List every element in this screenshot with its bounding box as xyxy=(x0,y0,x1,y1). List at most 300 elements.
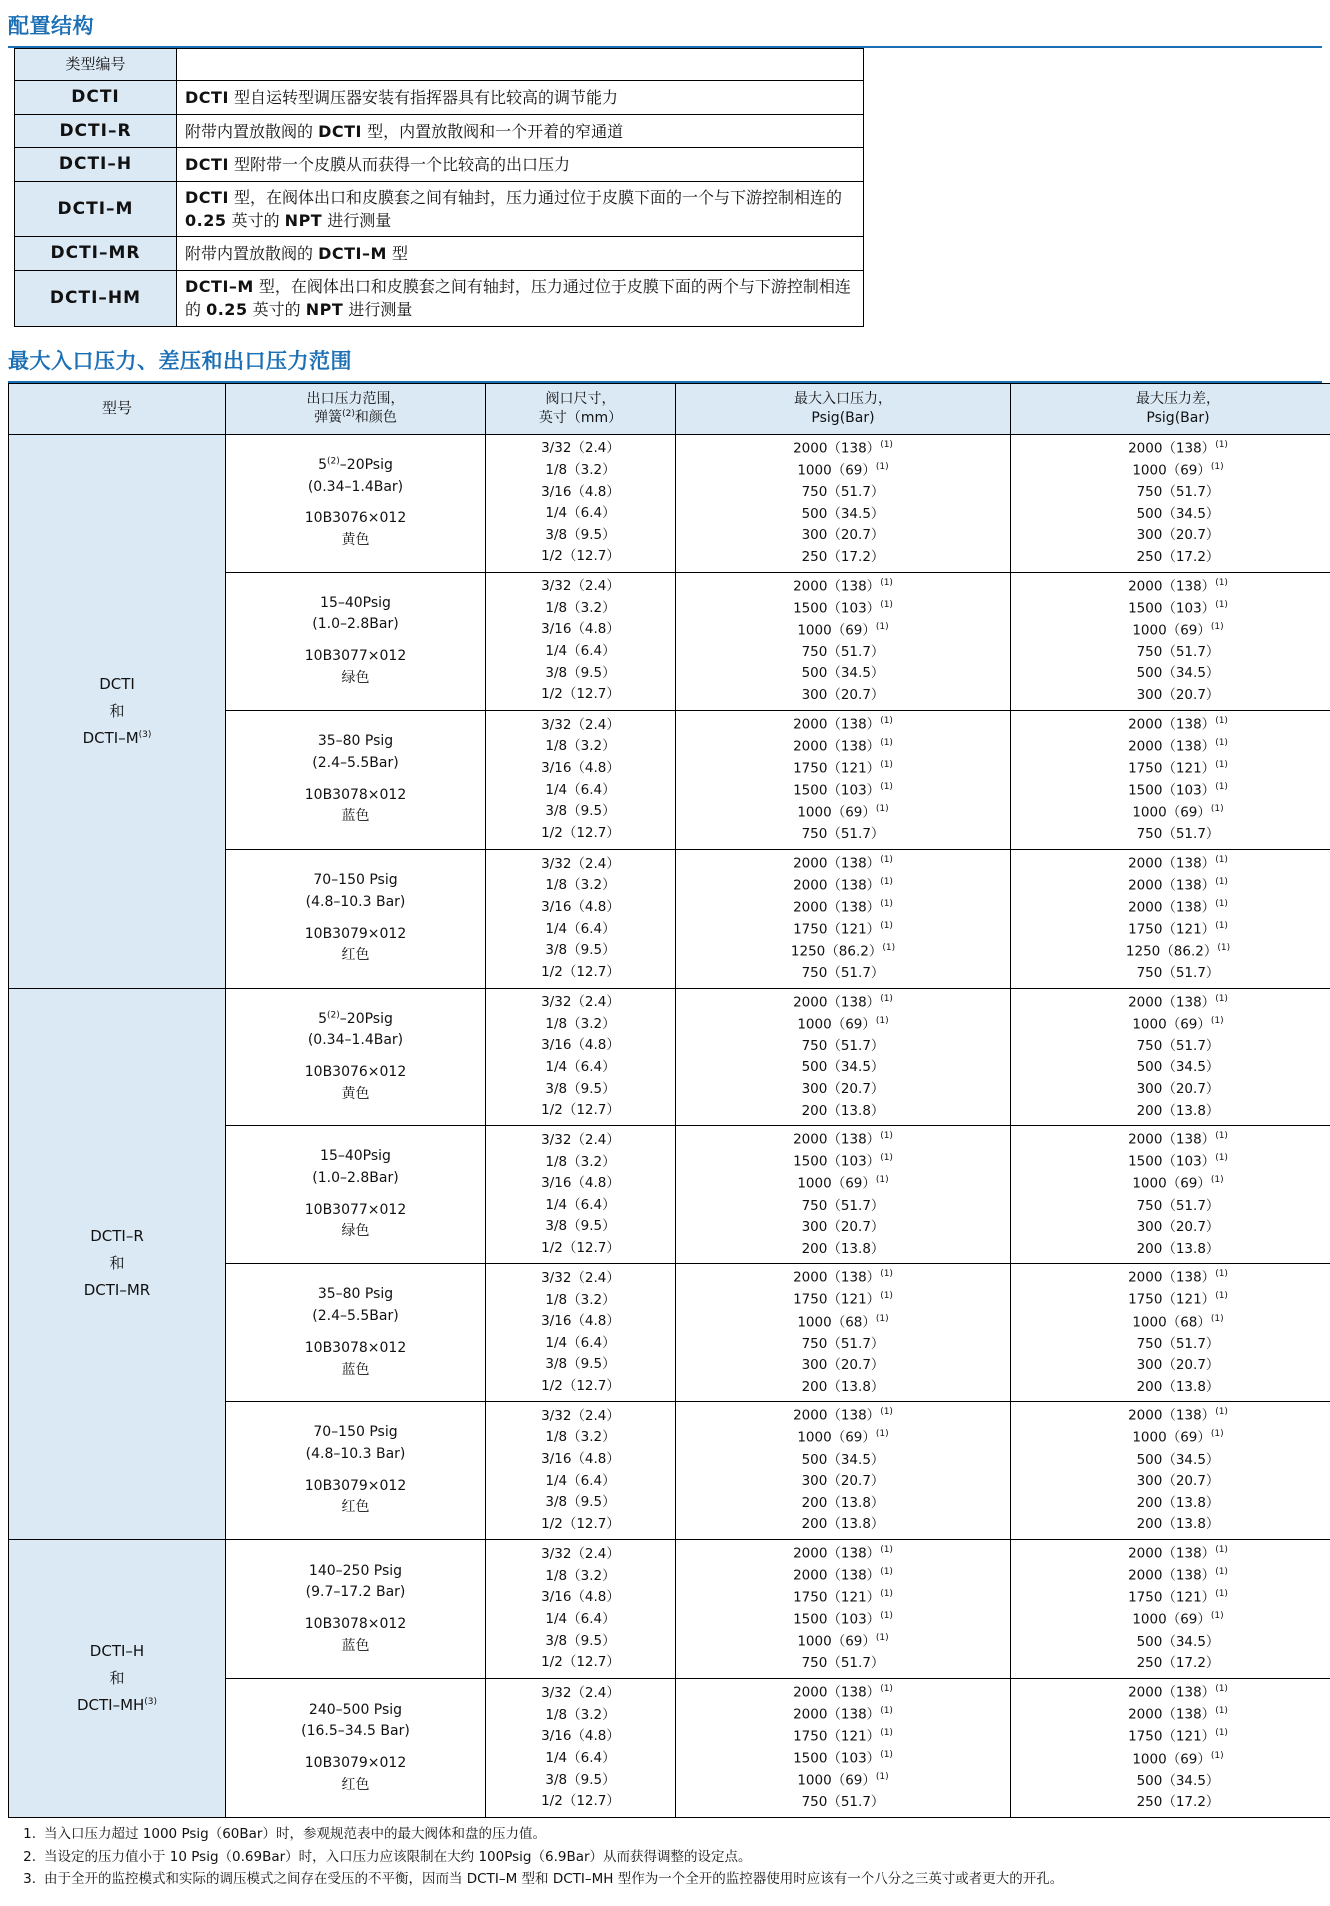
max-inlet-cell xyxy=(676,1264,1011,1402)
max-diff-value: 500（34.5） xyxy=(1015,1057,1330,1079)
max-inlet-value: 750（51.7） xyxy=(680,642,1006,664)
port-size-value: 1/4（6.4） xyxy=(490,780,671,802)
spring-part-number: 10B3076×012 xyxy=(230,508,481,530)
max-diff-value: $2000(138)^{(1)}$ xyxy=(1015,1543,1330,1565)
port-size-value: 3/8（9.5） xyxy=(490,1631,671,1653)
port-size-cell xyxy=(486,710,676,849)
table-row xyxy=(9,434,1330,572)
max-diff-value: $1000(69)^{(1)}$ xyxy=(1015,802,1330,824)
port-size-value: 3/16（4.8） xyxy=(490,1311,671,1333)
config-row-desc: DCTI 型附带一个皮膜从而获得一个比较高的出口压力 xyxy=(177,148,864,182)
outlet-range-line2: (2.4–5.5Bar) xyxy=(230,753,481,775)
port-size-value: 3/8（9.5） xyxy=(490,940,671,962)
max-inlet-value: $2000(138)^{(1)}$ xyxy=(680,992,1006,1014)
max-diff-value: 500（34.5） xyxy=(1015,1771,1330,1793)
max-diff-value: $2000(138)^{(1)}$ xyxy=(1015,736,1330,758)
footnote-number: 1. xyxy=(14,1824,44,1846)
outlet-range-line2: (0.34–1.4Bar) xyxy=(230,1030,481,1052)
model-line: DCTI xyxy=(9,671,225,698)
max-inlet-value: $2000(138)^{(1)}$ xyxy=(680,1129,1006,1151)
max-inlet-value: $1500(103)^{(1)}$ xyxy=(680,598,1006,620)
config-header-row xyxy=(15,49,864,81)
max-diff-cell xyxy=(1011,1264,1330,1402)
max-diff-value: $2000(138)^{(1)}$ xyxy=(1015,1704,1330,1726)
max-inlet-value: $1750(121)^{(1)}$ xyxy=(680,1726,1006,1748)
port-size-value: 3/8（9.5） xyxy=(490,1354,671,1376)
config-row-type: DCTI xyxy=(15,81,177,115)
config-row xyxy=(15,114,864,148)
spring-part-number: 10B3079×012 xyxy=(230,1476,481,1498)
max-inlet-value: $1000(68)^{(1)}$ xyxy=(680,1312,1006,1334)
spring-range-cell xyxy=(226,988,486,1126)
max-inlet-value: 300（20.7） xyxy=(680,1217,1006,1239)
max-diff-value: $1500(103)^{(1)}$ xyxy=(1015,598,1330,620)
port-size-value: 3/16（4.8） xyxy=(490,1726,671,1748)
max-diff-value: $1500(103)^{(1)}$ xyxy=(1015,1151,1330,1173)
config-row-desc: 附带内置放散阀的 DCTI–M 型 xyxy=(177,237,864,271)
max-diff-value: $2000(138)^{(1)}$ xyxy=(1015,897,1330,919)
spring-color: 蓝色 xyxy=(230,1636,481,1658)
spring-part-number: 10B3078×012 xyxy=(230,785,481,807)
port-size-value: 3/8（9.5） xyxy=(490,1492,671,1514)
port-size-value: 3/32（2.4） xyxy=(490,854,671,876)
spring-range-cell xyxy=(226,710,486,849)
max-diff-value: 250（17.2） xyxy=(1015,1792,1330,1814)
pressure-ranges-thead xyxy=(9,383,1330,434)
max-diff-value: 500（34.5） xyxy=(1015,504,1330,526)
max-diff-value: $2000(138)^{(1)}$ xyxy=(1015,1405,1330,1427)
port-size-value: 1/8（3.2） xyxy=(490,1427,671,1449)
table-header-row xyxy=(9,383,1330,434)
config-row-type: DCTI–MR xyxy=(15,237,177,271)
max-inlet-value: 300（20.7） xyxy=(680,1079,1006,1101)
config-header-desc xyxy=(177,49,864,81)
spring-color: 红色 xyxy=(230,945,481,967)
max-inlet-value: 300（20.7） xyxy=(680,685,1006,707)
port-size-value: 1/8（3.2） xyxy=(490,1705,671,1727)
max-diff-cell xyxy=(1011,434,1330,572)
spring-part-number: 10B3077×012 xyxy=(230,1200,481,1222)
spring-color: 红色 xyxy=(230,1497,481,1519)
port-size-value: 3/32（2.4） xyxy=(490,1130,671,1152)
port-size-value: 3/16（4.8） xyxy=(490,897,671,919)
port-size-value: 1/8（3.2） xyxy=(490,460,671,482)
spring-part-number: 10B3076×012 xyxy=(230,1062,481,1084)
port-size-value: 1/2（12.7） xyxy=(490,1376,671,1398)
outlet-range-line2: (1.0–2.8Bar) xyxy=(230,614,481,636)
port-size-value: 3/32（2.4） xyxy=(490,1406,671,1428)
max-inlet-value: 750（51.7） xyxy=(680,824,1006,846)
max-inlet-value: $2000(138)^{(1)}$ xyxy=(680,1565,1006,1587)
port-size-value: 1/4（6.4） xyxy=(490,641,671,663)
spring-part-number: 10B3079×012 xyxy=(230,924,481,946)
max-inlet-value: $1000(69)^{(1)}$ xyxy=(680,1770,1006,1792)
max-inlet-value: $1500(103)^{(1)}$ xyxy=(680,1151,1006,1173)
port-size-value: 1/4（6.4） xyxy=(490,1748,671,1770)
max-inlet-value: $1000(69)^{(1)}$ xyxy=(680,1427,1006,1449)
table-row xyxy=(9,988,1330,1126)
max-diff-value: 750（51.7） xyxy=(1015,482,1330,504)
max-inlet-value: $1500(103)^{(1)}$ xyxy=(680,1609,1006,1631)
max-inlet-value: 300（20.7） xyxy=(680,1355,1006,1377)
port-size-value: 1/2（12.7） xyxy=(490,1238,671,1260)
max-inlet-value: $2000(138)^{(1)}$ xyxy=(680,853,1006,875)
port-size-value: 3/16（4.8） xyxy=(490,1173,671,1195)
th-max-inlet: 最大入口压力， Psig(Bar) xyxy=(676,383,1011,434)
max-diff-value: 300（20.7） xyxy=(1015,1217,1330,1239)
max-diff-value: 750（51.7） xyxy=(1015,1334,1330,1356)
max-inlet-value: $2000(138)^{(1)}$ xyxy=(680,736,1006,758)
spring-color: 黄色 xyxy=(230,1084,481,1106)
outlet-range-line1: 15–40Psig xyxy=(230,1146,481,1168)
port-size-value: 3/16（4.8） xyxy=(490,482,671,504)
max-diff-cell xyxy=(1011,988,1330,1126)
footnote-text: 当设定的压力值小于 10 Psig（0.69Bar）时，入口压力应该限制在大约 100Psig（6.9Bar）从而获得调整的设定点。 xyxy=(44,1847,1314,1869)
spring-part-number: 10B3079×012 xyxy=(230,1753,481,1775)
th-max-diff: 最大压力差， Psig(Bar) xyxy=(1011,383,1330,434)
spring-range-cell xyxy=(226,1402,486,1540)
outlet-range-line2: (4.8–10.3 Bar) xyxy=(230,1444,481,1466)
outlet-range-line1: 35–80 Psig xyxy=(230,1284,481,1306)
max-diff-value: $1500(103)^{(1)}$ xyxy=(1015,780,1330,802)
max-inlet-cell xyxy=(676,1679,1011,1818)
config-row xyxy=(15,148,864,182)
spring-color: 蓝色 xyxy=(230,806,481,828)
max-diff-cell xyxy=(1011,1402,1330,1540)
config-row xyxy=(15,81,864,115)
max-diff-value: $1000(69)^{(1)}$ xyxy=(1015,1749,1330,1771)
port-size-value: 1/4（6.4） xyxy=(490,503,671,525)
port-size-value: 3/32（2.4） xyxy=(490,1268,671,1290)
model-line: 和 xyxy=(9,1665,225,1692)
th-port-size: 阀口尺寸， 英寸（mm） xyxy=(486,383,676,434)
max-inlet-value: $2000(138)^{(1)}$ xyxy=(680,1704,1006,1726)
max-diff-value: 750（51.7） xyxy=(1015,1036,1330,1058)
port-size-value: 1/2（12.7） xyxy=(490,546,671,568)
max-diff-value: 300（20.7） xyxy=(1015,1355,1330,1377)
max-inlet-value: $2000(138)^{(1)}$ xyxy=(680,875,1006,897)
config-row-type: DCTI–R xyxy=(15,114,177,148)
max-inlet-value: 500（34.5） xyxy=(680,1450,1006,1472)
max-inlet-value: $2000(138)^{(1)}$ xyxy=(680,897,1006,919)
max-inlet-value: $1750(121)^{(1)}$ xyxy=(680,919,1006,941)
max-inlet-value: 300（20.7） xyxy=(680,525,1006,547)
max-inlet-value: $2000(138)^{(1)}$ xyxy=(680,1543,1006,1565)
spring-color: 绿色 xyxy=(230,1221,481,1243)
model-cell xyxy=(9,988,226,1539)
config-row-type: DCTI–M xyxy=(15,182,177,237)
model-line: DCTI–MH$^{(3)}$ xyxy=(9,1692,225,1719)
port-size-value: 3/8（9.5） xyxy=(490,1770,671,1792)
max-inlet-value: 200（13.8） xyxy=(680,1239,1006,1261)
max-inlet-value: $2000(138)^{(1)}$ xyxy=(680,1405,1006,1427)
footnote-item xyxy=(14,1824,1314,1846)
port-size-value: 3/16（4.8） xyxy=(490,1449,671,1471)
max-diff-value: 250（17.2） xyxy=(1015,547,1330,569)
max-inlet-cell xyxy=(676,572,1011,710)
port-size-cell xyxy=(486,434,676,572)
outlet-range-line2: (9.7–17.2 Bar) xyxy=(230,1582,481,1604)
outlet-range-line2: (1.0–2.8Bar) xyxy=(230,1168,481,1190)
max-diff-value: $2000(138)^{(1)}$ xyxy=(1015,1565,1330,1587)
spring-color: 红色 xyxy=(230,1775,481,1797)
port-size-value: 3/16（4.8） xyxy=(490,1587,671,1609)
config-row-desc: DCTI 型，在阀体出口和皮膜套之间有轴封，压力通过位于皮膜下面的一个与下游控制相连的 0.25 英寸的 NPT 进行测量 xyxy=(177,182,864,237)
max-diff-value: 200（13.8） xyxy=(1015,1239,1330,1261)
th-spring-line2: 弹簧$^{(2)}$和颜色 xyxy=(228,408,483,428)
max-diff-value: $2000(138)^{(1)}$ xyxy=(1015,1267,1330,1289)
port-size-value: 1/2（12.7） xyxy=(490,684,671,706)
footnote-text: 当入口压力超过 1000 Psig（60Bar）时，参观规范表中的最大阀体和盘的压力值。 xyxy=(44,1824,1314,1846)
max-diff-cell xyxy=(1011,849,1330,988)
max-inlet-value: 500（34.5） xyxy=(680,663,1006,685)
port-size-value: 1/8（3.2） xyxy=(490,1014,671,1036)
max-inlet-value: 750（51.7） xyxy=(680,1792,1006,1814)
max-inlet-value: $1750(121)^{(1)}$ xyxy=(680,758,1006,780)
port-size-value: 3/16（4.8） xyxy=(490,1035,671,1057)
outlet-range-line1: 240–500 Psig xyxy=(230,1700,481,1722)
footnote-text: 由于全开的监控模式和实际的调压模式之间存在受压的不平衡，因而当 DCTI–M 型和 DCTI–MH 型作为一个全开的监控器使用时应该有一个八分之三英寸或者更大的开孔。 xyxy=(44,1869,1314,1891)
model-line: 和 xyxy=(9,1250,225,1277)
port-size-value: 1/2（12.7） xyxy=(490,1652,671,1674)
max-diff-value: $1000(69)^{(1)}$ xyxy=(1015,620,1330,642)
port-size-cell xyxy=(486,1402,676,1540)
port-size-cell xyxy=(486,1539,676,1678)
port-size-value: 1/2（12.7） xyxy=(490,1791,671,1813)
max-inlet-value: $1000(69)^{(1)}$ xyxy=(680,1014,1006,1036)
port-size-value: 1/4（6.4） xyxy=(490,1195,671,1217)
max-diff-value: 300（20.7） xyxy=(1015,685,1330,707)
section-config-title-wrap xyxy=(8,10,1330,40)
max-diff-cell xyxy=(1011,1126,1330,1264)
port-size-cell xyxy=(486,1679,676,1818)
max-diff-value: $2000(138)^{(1)}$ xyxy=(1015,875,1330,897)
spring-part-number: 10B3077×012 xyxy=(230,646,481,668)
max-inlet-value: $1000(69)^{(1)}$ xyxy=(680,620,1006,642)
section-ranges-title: 最大入口压力、差压和出口压力范围 xyxy=(8,345,1330,375)
max-inlet-cell xyxy=(676,1402,1011,1540)
max-inlet-cell xyxy=(676,1539,1011,1678)
max-diff-value: 500（34.5） xyxy=(1015,1450,1330,1472)
port-size-value: 1/8（3.2） xyxy=(490,875,671,897)
model-line: DCTI–R xyxy=(9,1223,225,1250)
max-diff-value: $2000(138)^{(1)}$ xyxy=(1015,438,1330,460)
document-page xyxy=(0,10,1330,1906)
footnote-number: 3. xyxy=(14,1869,44,1891)
outlet-range-line1: 70–150 Psig xyxy=(230,870,481,892)
outlet-range-line1: 35–80 Psig xyxy=(230,731,481,753)
max-diff-value: $1750(121)^{(1)}$ xyxy=(1015,1289,1330,1311)
model-line: DCTI–H xyxy=(9,1638,225,1665)
th-spring: 出口压力范围， 弹簧$^{(2)}$和颜色 xyxy=(226,383,486,434)
port-size-cell xyxy=(486,572,676,710)
max-inlet-value: $1500(103)^{(1)}$ xyxy=(680,1748,1006,1770)
port-size-value: 1/2（12.7） xyxy=(490,962,671,984)
max-inlet-value: 750（51.7） xyxy=(680,1196,1006,1218)
max-diff-value: 200（13.8） xyxy=(1015,1514,1330,1536)
max-inlet-value: 750（51.7） xyxy=(680,1036,1006,1058)
port-size-value: 1/4（6.4） xyxy=(490,1057,671,1079)
footnote-number: 2. xyxy=(14,1847,44,1869)
max-diff-cell xyxy=(1011,1539,1330,1678)
config-row-type: DCTI–H xyxy=(15,148,177,182)
max-inlet-value: 200（13.8） xyxy=(680,1493,1006,1515)
max-diff-value: $1250(86.2)^{(1)}$ xyxy=(1015,941,1330,963)
spring-color: 绿色 xyxy=(230,668,481,690)
max-diff-value: $1750(121)^{(1)}$ xyxy=(1015,1726,1330,1748)
section-ranges-title-wrap xyxy=(8,345,1330,375)
port-size-cell xyxy=(486,1264,676,1402)
max-diff-cell xyxy=(1011,1679,1330,1818)
config-row xyxy=(15,182,864,237)
max-inlet-value: $1000(69)^{(1)}$ xyxy=(680,802,1006,824)
spring-color: 黄色 xyxy=(230,530,481,552)
max-diff-value: $1000(69)^{(1)}$ xyxy=(1015,1427,1330,1449)
max-inlet-value: 750（51.7） xyxy=(680,963,1006,985)
port-size-value: 3/32（2.4） xyxy=(490,438,671,460)
port-size-value: 3/8（9.5） xyxy=(490,801,671,823)
port-size-value: 1/8（3.2） xyxy=(490,1290,671,1312)
max-diff-value: 200（13.8） xyxy=(1015,1493,1330,1515)
max-diff-value: 250（17.2） xyxy=(1015,1653,1330,1675)
outlet-range-line1: 140–250 Psig xyxy=(230,1561,481,1583)
spring-range-cell xyxy=(226,1126,486,1264)
spring-range-cell xyxy=(226,572,486,710)
max-inlet-value: $1000(69)^{(1)}$ xyxy=(680,1631,1006,1653)
max-diff-value: 750（51.7） xyxy=(1015,824,1330,846)
spring-range-cell xyxy=(226,1679,486,1818)
max-inlet-value: 750（51.7） xyxy=(680,1653,1006,1675)
th-model: 型号 xyxy=(9,383,226,434)
max-inlet-value: $2000(138)^{(1)}$ xyxy=(680,438,1006,460)
max-inlet-value: 200（13.8） xyxy=(680,1377,1006,1399)
config-row xyxy=(15,237,864,271)
config-row-type: DCTI–HM xyxy=(15,271,177,326)
config-row-desc: DCTI–M 型，在阀体出口和皮膜套之间有轴封，压力通过位于皮膜下面的两个与下游控制相连的 0.25 英寸的 NPT 进行测量 xyxy=(177,271,864,326)
port-size-value: 1/4（6.4） xyxy=(490,1333,671,1355)
max-diff-cell xyxy=(1011,710,1330,849)
port-size-cell xyxy=(486,988,676,1126)
max-diff-value: 750（51.7） xyxy=(1015,963,1330,985)
config-row xyxy=(15,271,864,326)
max-diff-value: $1000(69)^{(1)}$ xyxy=(1015,1014,1330,1036)
port-size-value: 1/4（6.4） xyxy=(490,1471,671,1493)
max-inlet-cell xyxy=(676,710,1011,849)
port-size-value: 1/2（12.7） xyxy=(490,1514,671,1536)
footnote-item xyxy=(14,1847,1314,1869)
port-size-value: 3/32（2.4） xyxy=(490,992,671,1014)
port-size-value: 1/8（3.2） xyxy=(490,1152,671,1174)
outlet-range-line1: 70–150 Psig xyxy=(230,1422,481,1444)
port-size-value: 1/4（6.4） xyxy=(490,1609,671,1631)
model-line: 和 xyxy=(9,698,225,725)
max-diff-value: 750（51.7） xyxy=(1015,1196,1330,1218)
model-line: DCTI–$M^{(3)}$ xyxy=(9,725,225,752)
port-size-value: 1/8（3.2） xyxy=(490,736,671,758)
port-size-cell xyxy=(486,849,676,988)
max-diff-value: 200（13.8） xyxy=(1015,1101,1330,1123)
port-size-value: 3/32（2.4） xyxy=(490,1544,671,1566)
max-inlet-value: 500（34.5） xyxy=(680,1057,1006,1079)
model-cell xyxy=(9,434,226,988)
port-size-value: 3/8（9.5） xyxy=(490,663,671,685)
max-diff-value: $2000(138)^{(1)}$ xyxy=(1015,853,1330,875)
max-diff-value: $1000(69)^{(1)}$ xyxy=(1015,460,1330,482)
max-inlet-value: 300（20.7） xyxy=(680,1471,1006,1493)
spring-range-cell xyxy=(226,849,486,988)
config-structure-table xyxy=(14,48,864,327)
spring-range-cell xyxy=(226,1264,486,1402)
port-size-value: 1/8（3.2） xyxy=(490,598,671,620)
port-size-value: 3/32（2.4） xyxy=(490,1683,671,1705)
max-inlet-value: $2000(138)^{(1)}$ xyxy=(680,1682,1006,1704)
max-inlet-cell xyxy=(676,1126,1011,1264)
footnotes xyxy=(14,1824,1314,1891)
spring-range-cell xyxy=(226,1539,486,1678)
port-size-value: 3/8（9.5） xyxy=(490,1216,671,1238)
max-inlet-cell xyxy=(676,434,1011,572)
spring-part-number: 10B3078×012 xyxy=(230,1614,481,1636)
outlet-range-line1: 5$^{(2)}$–20Psig xyxy=(230,1009,481,1031)
max-inlet-value: $1000(69)^{(1)}$ xyxy=(680,460,1006,482)
max-inlet-value: $2000(138)^{(1)}$ xyxy=(680,714,1006,736)
port-size-cell xyxy=(486,1126,676,1264)
max-diff-value: $2000(138)^{(1)}$ xyxy=(1015,992,1330,1014)
port-size-value: 1/2（12.7） xyxy=(490,823,671,845)
max-inlet-value: $1750(121)^{(1)}$ xyxy=(680,1587,1006,1609)
max-inlet-value: $2000(138)^{(1)}$ xyxy=(680,1267,1006,1289)
spring-part-number: 10B3078×012 xyxy=(230,1338,481,1360)
max-diff-value: 500（34.5） xyxy=(1015,1632,1330,1654)
outlet-range-line2: (16.5–34.5 Bar) xyxy=(230,1721,481,1743)
max-diff-value: $1000(68)^{(1)}$ xyxy=(1015,1312,1330,1334)
max-diff-value: 200（13.8） xyxy=(1015,1377,1330,1399)
max-diff-value: $2000(138)^{(1)}$ xyxy=(1015,576,1330,598)
max-inlet-value: 750（51.7） xyxy=(680,1334,1006,1356)
config-header-type: 类型编号 xyxy=(15,49,177,81)
max-diff-value: $1750(121)^{(1)}$ xyxy=(1015,1587,1330,1609)
max-inlet-value: $2000(138)^{(1)}$ xyxy=(680,576,1006,598)
spring-range-cell xyxy=(226,434,486,572)
footnote-item xyxy=(14,1869,1314,1891)
outlet-range-line2: (4.8–10.3 Bar) xyxy=(230,892,481,914)
spring-color: 蓝色 xyxy=(230,1360,481,1382)
pressure-ranges-table xyxy=(8,383,1330,1819)
section-config-title: 配置结构 xyxy=(8,10,1330,40)
max-diff-value: 300（20.7） xyxy=(1015,1079,1330,1101)
outlet-range-line2: (0.34–1.4Bar) xyxy=(230,477,481,499)
port-size-value: 3/32（2.4） xyxy=(490,576,671,598)
port-size-value: 1/8（3.2） xyxy=(490,1566,671,1588)
port-size-value: 3/8（9.5） xyxy=(490,1079,671,1101)
max-diff-value: $1000(69)^{(1)}$ xyxy=(1015,1609,1330,1631)
max-inlet-value: $1750(121)^{(1)}$ xyxy=(680,1289,1006,1311)
max-diff-value: 750（51.7） xyxy=(1015,642,1330,664)
max-diff-value: $1750(121)^{(1)}$ xyxy=(1015,758,1330,780)
max-inlet-value: 200（13.8） xyxy=(680,1101,1006,1123)
port-size-value: 1/2（12.7） xyxy=(490,1100,671,1122)
max-inlet-cell xyxy=(676,849,1011,988)
max-diff-value: $1000(69)^{(1)}$ xyxy=(1015,1173,1330,1195)
port-size-value: 3/8（9.5） xyxy=(490,525,671,547)
port-size-value: 1/4（6.4） xyxy=(490,919,671,941)
config-row-desc: DCTI 型自运转型调压器安装有指挥器具有比较高的调节能力 xyxy=(177,81,864,115)
max-inlet-cell xyxy=(676,988,1011,1126)
max-inlet-value: 250（17.2） xyxy=(680,547,1006,569)
max-diff-value: 300（20.7） xyxy=(1015,525,1330,547)
max-inlet-value: $1000(69)^{(1)}$ xyxy=(680,1173,1006,1195)
model-cell xyxy=(9,1539,226,1817)
